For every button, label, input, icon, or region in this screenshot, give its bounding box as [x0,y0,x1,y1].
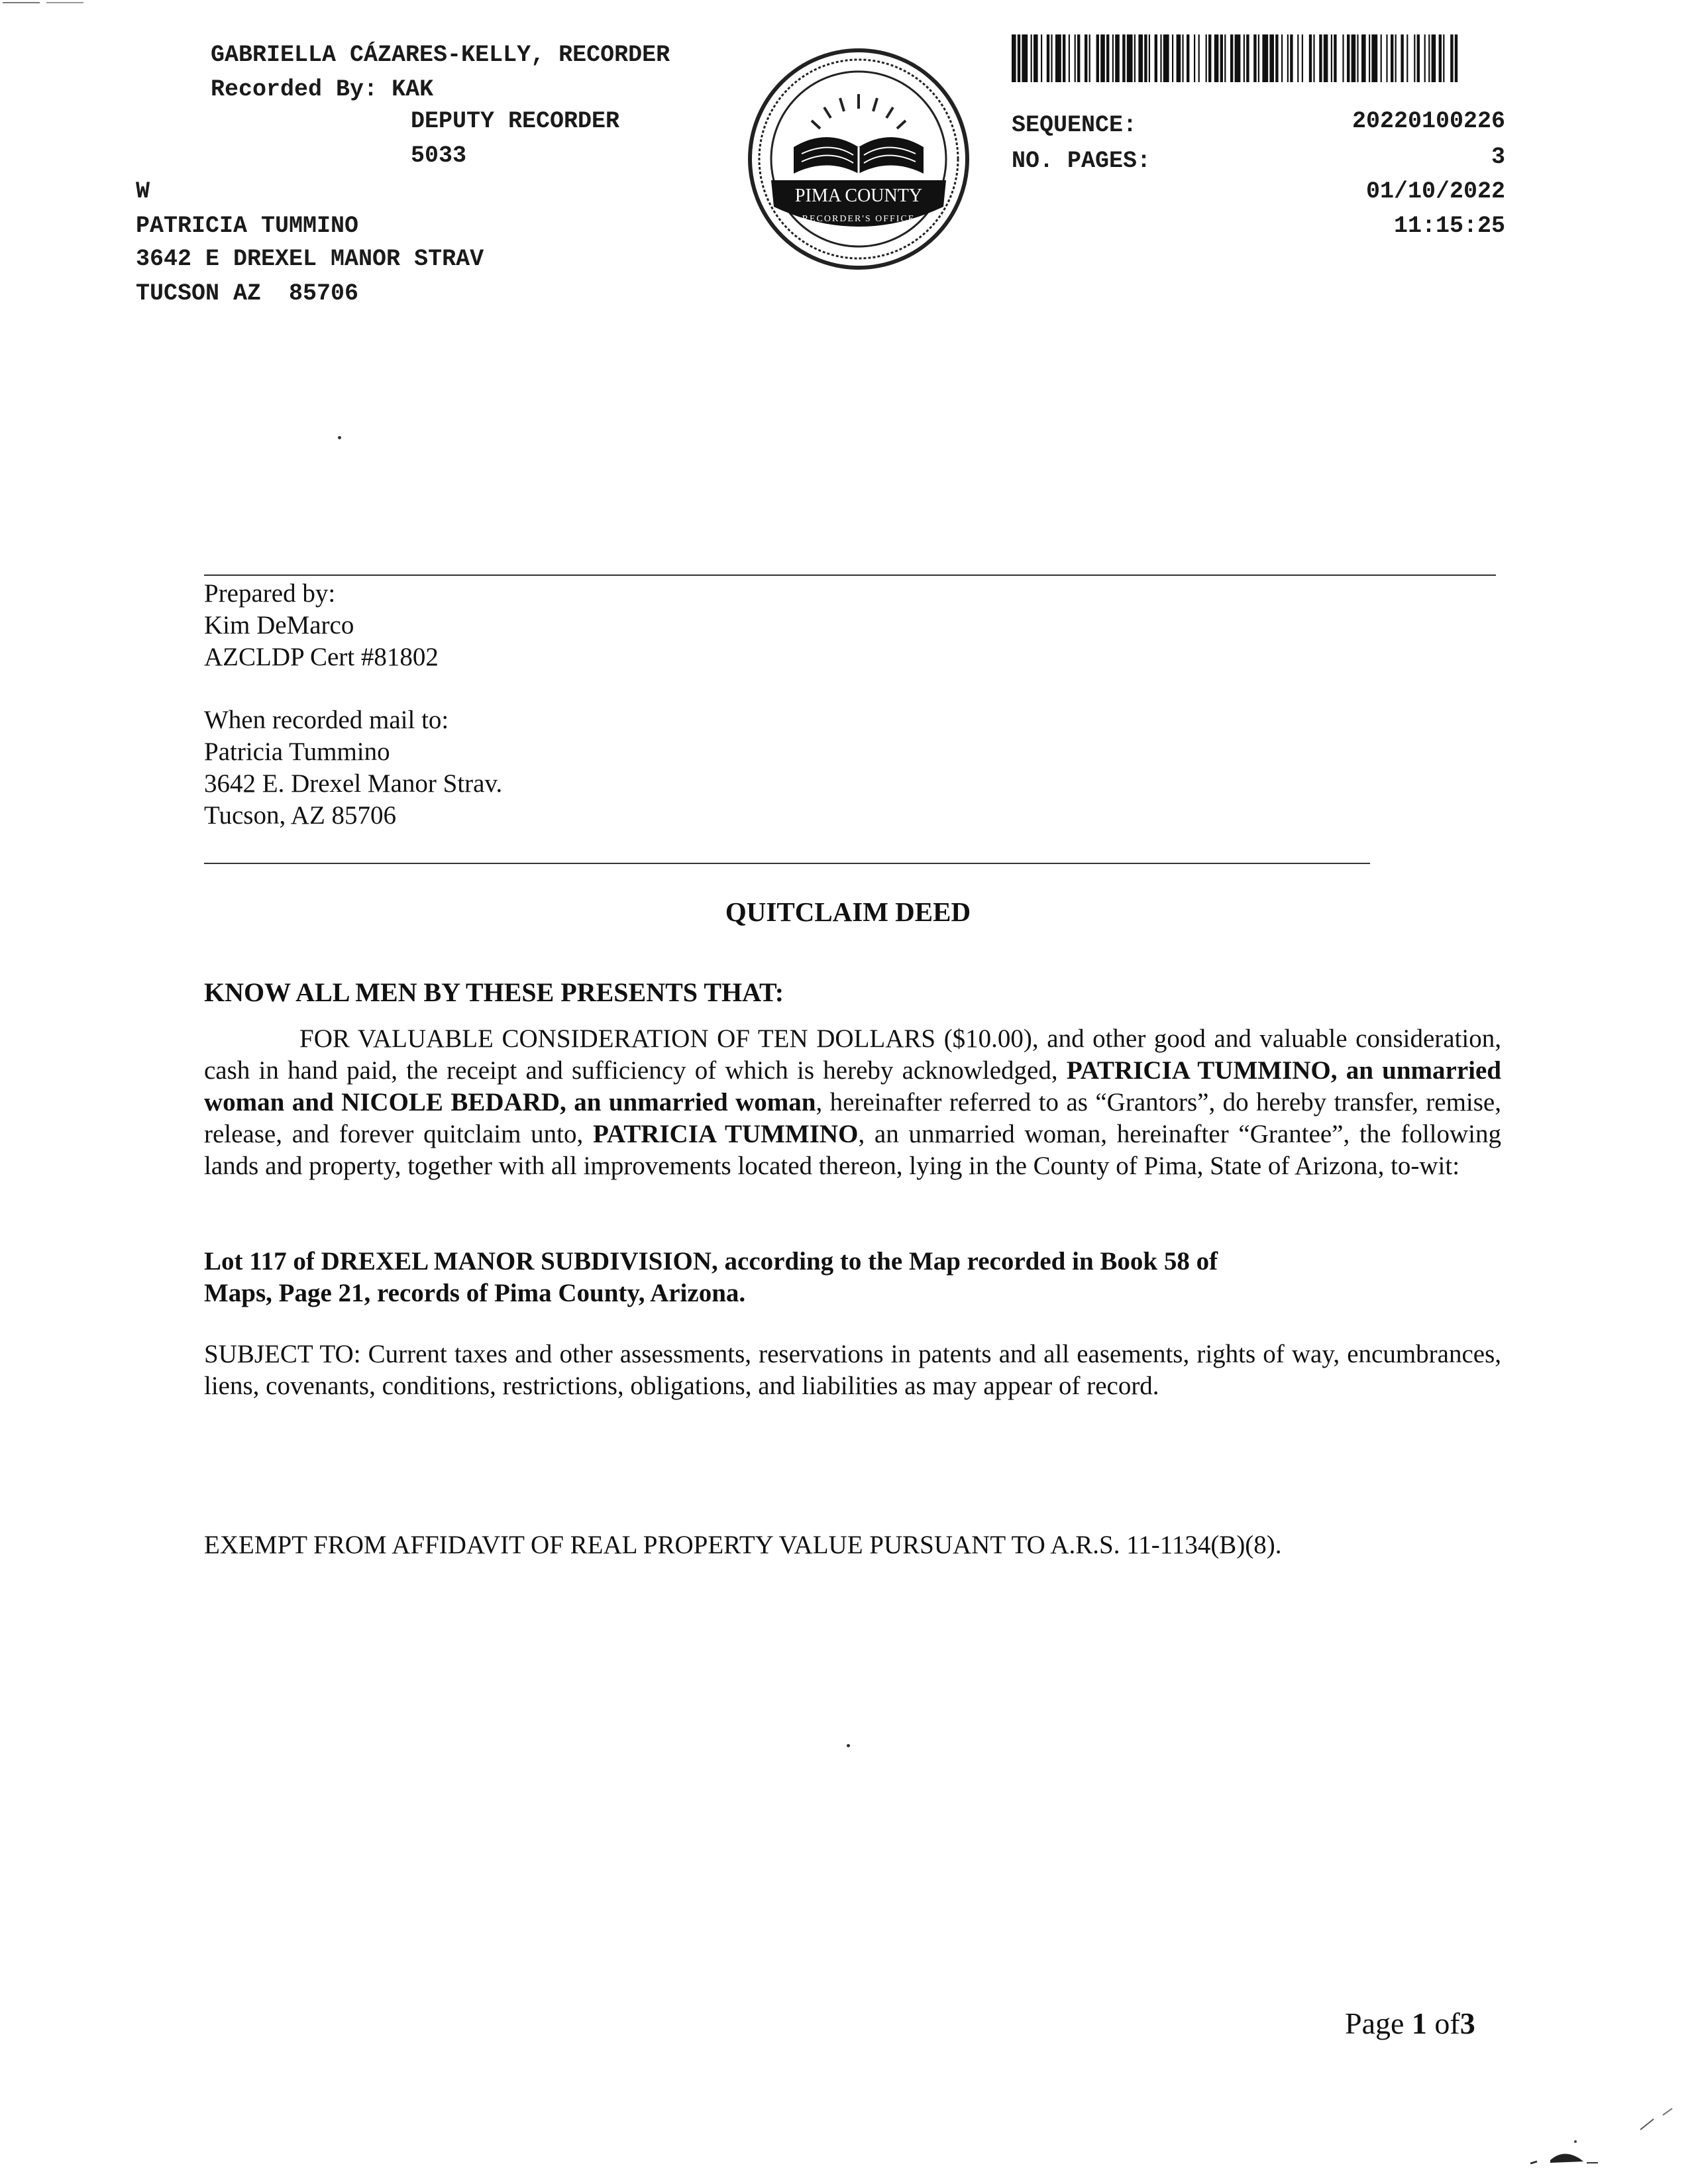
body-part-3: , an unmarried woman, hereinafter “Grantee”, the following lands and property, together with all improvements located thereon, lying in the County of Pima, State of Arizona, to-wit: [204,1120,1502,1180]
deputy-title: DEPUTY RECORDER [411,108,620,135]
scan-dot [338,436,341,439]
legal-line-1: Lot 117 of DREXEL MANOR SUBDIVISION, according to the Map recorded in Book 58 of [204,1247,1218,1276]
barcode-bar [1041,34,1042,82]
barcode-bar [1224,34,1226,82]
recorder-line: GABRIELLA CÁZARES-KELLY, RECORDER [211,42,670,68]
barcode-bar [1100,34,1105,82]
barcode-bar [1371,34,1377,82]
barcode-bar [1172,34,1173,82]
barcode-bar [1352,34,1356,82]
recording-time: 11:15:25 [1393,213,1505,239]
barcode-bar [1297,34,1298,82]
barcode-bar [1246,34,1249,82]
exempt-line: EXEMPT FROM AFFIDAVIT OF REAL PROPERTY VALUE PURSUANT TO A.R.S. 11-1134(B)(8). [204,1531,1282,1559]
barcode-bar [1428,34,1430,82]
barcode-bar [1401,34,1403,82]
pima-county-seal [747,48,970,270]
barcode-bar [1309,34,1312,82]
barcode-bar [1031,34,1032,82]
barcode-bar [1369,34,1370,82]
barcode-bar [1198,34,1200,82]
barcode-bar [1022,34,1028,82]
seal-county: PIMA COUNTY [794,186,923,206]
code-letter: W [136,178,150,205]
barcode-bar [1138,34,1143,82]
page-total: 3 [1459,2006,1475,2040]
of-word: of [1434,2006,1460,2040]
barcode-bar [1386,34,1387,82]
barcode-bar [1144,34,1147,82]
barcode-bar [1381,34,1382,82]
barcode-bar [1047,34,1049,82]
barcode-bar [1235,34,1241,82]
barcode-bar [1115,34,1120,82]
barcode-bar [1160,34,1161,82]
barcode-bar [1063,34,1065,82]
subject-to: SUBJECT TO: Current taxes and other assessments, reservations in patents and all easements, rights of way, encumbrances, liens, covenants, conditions, restrictions, obligations, and liabilities as may appear of record. [204,1340,1501,1400]
barcode-bar [1455,34,1458,82]
mail-to-label: When recorded mail to: [204,706,449,734]
recorded-by-value: KAK [392,76,434,103]
barcode-bar [1258,34,1259,82]
barcode-bar [1253,34,1256,82]
barcode-bar [1290,34,1293,82]
barcode-bar [1450,34,1453,82]
barcode-bar [1096,34,1099,82]
barcode-bar [1134,34,1136,82]
barcode-bar [1395,34,1397,82]
barcode-bar [1275,34,1278,82]
barcode-bar [1106,34,1109,82]
barcode-bar [1406,34,1408,82]
barcode-graphic [1012,34,1461,82]
barcode-bar [1432,34,1436,82]
legal-line-2: Maps, Page 21, records of Pima County, Arizona. [204,1279,746,1307]
barcode [1012,34,1461,82]
barcode-bar [1302,34,1303,82]
barcode-bar [1324,34,1328,82]
barcode-bar [1319,34,1322,82]
sequence-value: 20220100226 [1352,108,1505,135]
pages-label: NO. PAGES: [1012,148,1151,174]
barcode-bar [1269,34,1274,82]
barcode-bar [1206,34,1207,82]
barcode-bar [1414,34,1415,82]
barcode-bar [1112,34,1114,82]
barcode-bar [1439,34,1442,82]
barcode-bar [1182,34,1183,82]
grantor-1: PATRICIA TUMMINO, an unmarried woman and [204,1056,1501,1117]
seal-office: RECORDER'S OFFICE [802,214,916,224]
page-num: 1 [1411,2006,1427,2040]
barcode-bar [1334,34,1336,82]
barcode-bar [1069,34,1070,82]
seal-graphic [747,48,970,270]
barcode-bar [1187,34,1189,82]
barcode-bar [1177,34,1181,82]
barcode-bar [1424,34,1426,82]
barcode-bar [1155,34,1157,82]
barcode-bar [1347,34,1350,82]
barcode-bar [1220,34,1223,82]
return-name: PATRICIA TUMMINO [136,213,359,239]
scan-mark [0,0,86,5]
barcode-bar [1313,34,1314,82]
barcode-bar [1443,34,1444,82]
rule-top [204,574,1496,576]
return-city: TUCSON AZ 85706 [136,280,359,307]
return-street: 3642 E DREXEL MANOR STRAV [136,246,484,272]
scan-dot-2 [847,1744,850,1747]
barcode-bar [1127,34,1133,82]
mail-to-street: 3642 E. Drexel Manor Strav. [204,769,503,798]
grantee: PATRICIA TUMMINO [593,1120,859,1148]
deed-title: QUITCLAIM DEED [725,897,971,927]
barcode-bar [1122,34,1125,82]
barcode-bar [1361,34,1366,82]
rule-middle [204,863,1370,864]
barcode-bar [1149,34,1150,82]
barcode-bar [1085,34,1087,82]
barcode-bar [1012,34,1016,82]
body-part-1: FOR VALUABLE CONSIDERATION OF TEN DOLLARS ($10.00), and other good and valuable consideration, cash in hand paid, the receipt and sufficiency of which is hereby acknowledged, [204,1024,1501,1085]
recording-date: 01/10/2022 [1365,178,1505,205]
body-part-2: , hereinafter referred to as “Grantors”, do hereby transfer, remise, release, and forever quitclaim unto, [204,1088,1501,1148]
barcode-bar [1018,34,1020,82]
barcode-bar [1331,34,1332,82]
deputy-number: 5033 [411,142,467,169]
barcode-bar [1163,34,1169,82]
barcode-bar [1230,34,1233,82]
barcode-bar [1051,34,1052,82]
barcode-bar [1089,34,1090,82]
barcode-bar [1391,34,1393,82]
pages-value: 3 [1491,144,1505,170]
deed-intro: KNOW ALL MEN BY THESE PRESENTS THAT: [204,977,784,1007]
barcode-bar [1208,34,1211,82]
mail-to-city: Tucson, AZ 85706 [204,801,397,830]
barcode-bar [1055,34,1061,82]
barcode-bar [1287,34,1289,82]
recorded-by-label: Recorded By: [211,76,378,103]
barcode-bar [1194,34,1195,82]
barcode-bar [1244,34,1245,82]
barcode-bar [1077,34,1080,82]
barcode-bar [1357,34,1358,82]
recorded-by [211,73,433,106]
scan-smudge [1524,2107,1683,2173]
page-word: Page [1345,2006,1404,2040]
prepared-name: Kim DeMarco [204,611,354,639]
barcode-bar [1417,34,1420,82]
barcode-bar [1342,34,1344,82]
prepared-label: Prepared by: [204,579,336,608]
barcode-bar [1262,34,1268,82]
barcode-bar [1281,34,1283,82]
barcode-bar [1034,34,1038,82]
deed-body [204,1023,1501,1182]
prepared-cert: AZCLDP Cert #81802 [204,643,439,671]
grantor-2: NICOLE BEDARD, an unmarried woman [341,1088,816,1117]
barcode-bar [1214,34,1219,82]
sequence-label: SEQUENCE: [1012,112,1138,138]
barcode-bar [1075,34,1076,82]
page-number [1345,2005,1475,2042]
mail-to-name: Patricia Tummino [204,737,390,766]
